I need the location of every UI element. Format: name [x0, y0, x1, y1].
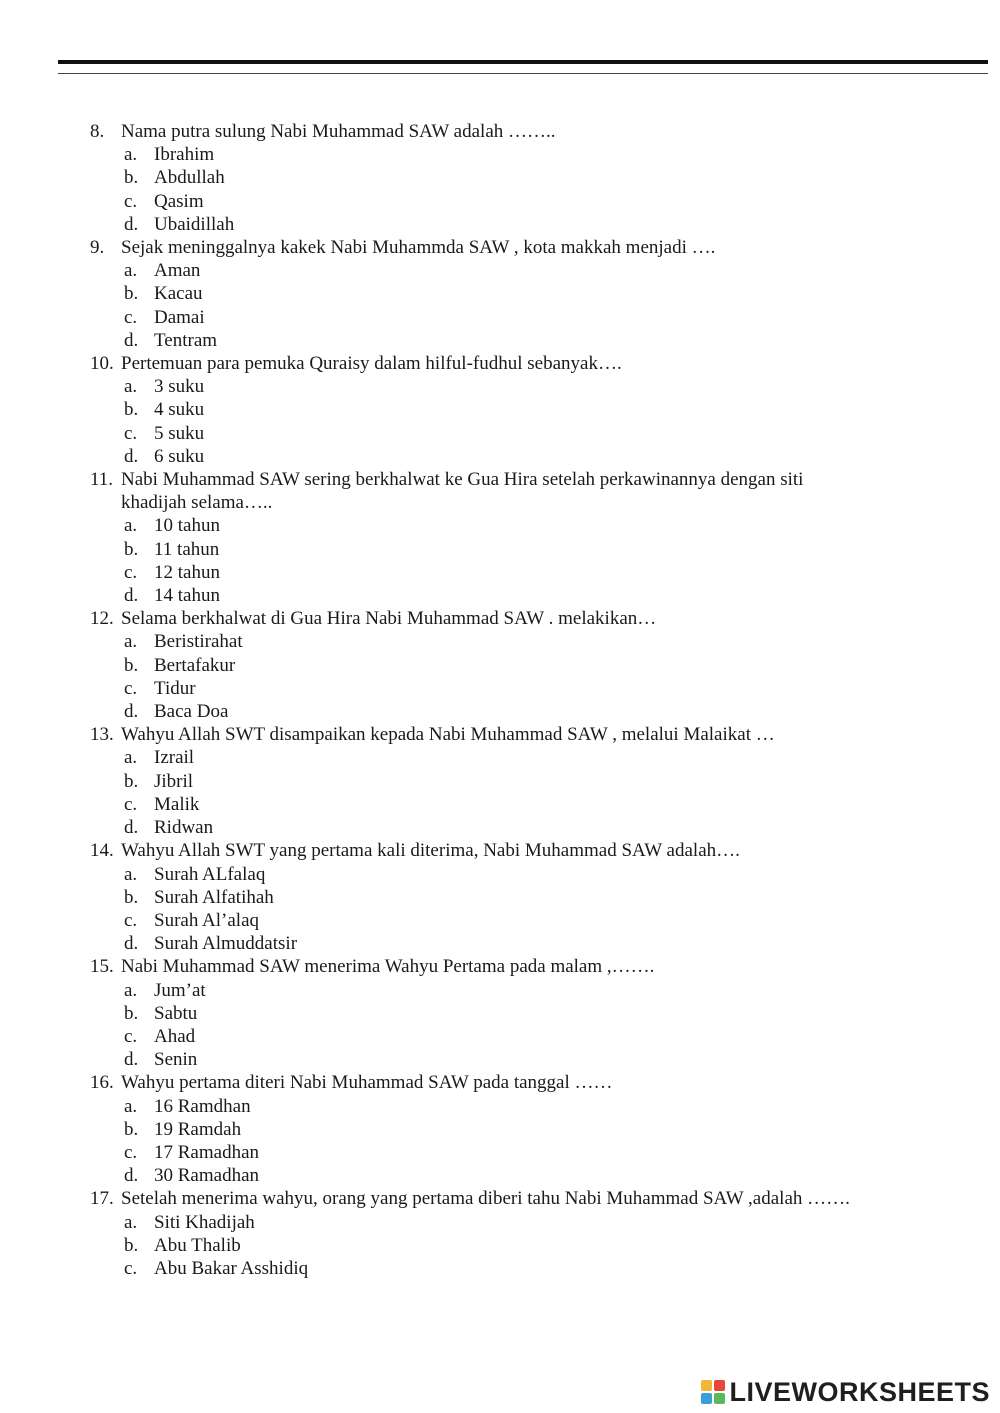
option-letter: a. — [124, 979, 138, 1001]
option-text: Tidur — [154, 677, 196, 699]
option-letter: c. — [124, 1257, 138, 1279]
option-text: 4 suku — [154, 399, 205, 421]
option-text: 30 Ramadhan — [154, 1165, 260, 1187]
question-prompt: Nabi Muhammad SAW sering berkhalwat ke Gua Hira setelah perkawinannya dengan siti — [121, 469, 804, 491]
answer-option[interactable] — [90, 1211, 970, 1234]
answer-option[interactable] — [90, 329, 970, 352]
question-text — [90, 1187, 970, 1210]
option-text: 14 tahun — [154, 585, 220, 607]
question-prompt: Wahyu Allah SWT disampaikan kepada Nabi Muhammad SAW , melalui Malaikat … — [121, 724, 775, 746]
option-letter: d. — [124, 445, 139, 467]
answer-option[interactable] — [90, 584, 970, 607]
answer-option[interactable] — [90, 932, 970, 955]
logo-square — [701, 1380, 712, 1391]
option-text: Baca Doa — [154, 701, 229, 723]
option-text: Aman — [154, 260, 201, 282]
option-letter: c. — [124, 190, 138, 212]
option-text: Ubaidillah — [154, 213, 235, 235]
logo-square — [701, 1393, 712, 1404]
answer-option[interactable] — [90, 863, 970, 886]
option-text: 17 Ramadhan — [154, 1141, 260, 1163]
question-prompt: Selama berkhalwat di Gua Hira Nabi Muhammad SAW . melakikan… — [121, 608, 657, 630]
option-text: Ibrahim — [154, 144, 215, 166]
question-item — [90, 607, 970, 723]
question-prompt: Wahyu pertama diteri Nabi Muhammad SAW pada tanggal …… — [121, 1072, 613, 1094]
option-text: Jum’at — [154, 979, 206, 1001]
answer-option[interactable] — [90, 166, 970, 189]
question-number: 17. — [90, 1188, 114, 1210]
option-text: Kacau — [154, 283, 203, 305]
question-text — [90, 352, 970, 375]
answer-option[interactable] — [90, 909, 970, 932]
answer-option[interactable] — [90, 398, 970, 421]
option-text: 19 Ramdah — [154, 1118, 242, 1140]
answer-option[interactable] — [90, 1234, 970, 1257]
option-text: 11 tahun — [154, 538, 220, 560]
option-letter: c. — [124, 1141, 138, 1163]
option-letter: b. — [124, 399, 139, 421]
question-text — [90, 723, 970, 746]
answer-option[interactable] — [90, 700, 970, 723]
question-item — [90, 839, 970, 955]
question-prompt: Nabi Muhammad SAW menerima Wahyu Pertama pada malam ,……. — [121, 956, 655, 978]
liveworksheets-logo-icon — [701, 1380, 725, 1404]
option-letter: c. — [124, 422, 138, 444]
answer-option[interactable] — [90, 306, 970, 329]
question-text — [90, 468, 970, 491]
question-number: 10. — [90, 353, 114, 375]
question-text — [90, 120, 970, 143]
option-letter: a. — [124, 631, 138, 653]
question-text — [90, 607, 970, 630]
brand-name: LIVEWORKSHEETS — [729, 1376, 990, 1407]
option-text: Beristirahat — [154, 631, 243, 653]
answer-option[interactable] — [90, 190, 970, 213]
option-text: Senin — [154, 1049, 198, 1071]
option-letter: c. — [124, 909, 138, 931]
option-letter: a. — [124, 863, 138, 885]
option-text: Abdullah — [154, 167, 225, 189]
option-text: Surah Al’alaq — [154, 909, 260, 931]
option-letter: b. — [124, 654, 139, 676]
option-text: 5 suku — [154, 422, 205, 444]
answer-option[interactable] — [90, 422, 970, 445]
option-text: 3 suku — [154, 376, 205, 398]
question-number: 15. — [90, 956, 114, 978]
option-text: Jibril — [154, 770, 194, 792]
option-letter: d. — [124, 585, 139, 607]
answer-option[interactable] — [90, 1095, 970, 1118]
answer-option[interactable] — [90, 375, 970, 398]
option-letter: a. — [124, 1095, 138, 1117]
option-letter: d. — [124, 213, 139, 235]
option-letter: c. — [124, 677, 138, 699]
option-letter: c. — [124, 306, 138, 328]
answer-option[interactable] — [90, 1025, 970, 1048]
option-letter: a. — [124, 515, 138, 537]
option-letter: b. — [124, 1002, 139, 1024]
answer-option[interactable] — [90, 654, 970, 677]
question-item — [90, 1071, 970, 1187]
option-text: Ahad — [154, 1025, 196, 1047]
option-text: Surah Almuddatsir — [154, 933, 298, 955]
option-letter: d. — [124, 933, 139, 955]
option-text: Bertafakur — [154, 654, 236, 676]
answer-option[interactable] — [90, 793, 970, 816]
option-letter: d. — [124, 1049, 139, 1071]
header-rule-thin — [58, 73, 988, 74]
header-rule-thick — [58, 60, 988, 64]
question-prompt-continued: khadijah selama….. — [121, 492, 273, 514]
answer-option[interactable] — [90, 514, 970, 537]
answer-option[interactable] — [90, 770, 970, 793]
option-text: Ridwan — [154, 817, 214, 839]
option-text: Damai — [154, 306, 205, 328]
answer-option[interactable] — [90, 1257, 970, 1280]
option-letter: d. — [124, 817, 139, 839]
answer-option[interactable] — [90, 1164, 970, 1187]
option-text: Qasim — [154, 190, 204, 212]
option-letter: a. — [124, 260, 138, 282]
option-letter: d. — [124, 701, 139, 723]
option-letter: c. — [124, 1025, 138, 1047]
question-prompt: Sejak meninggalnya kakek Nabi Muhammda SAW , kota makkah menjadi …. — [121, 237, 716, 259]
answer-option[interactable] — [90, 1118, 970, 1141]
answer-option[interactable] — [90, 561, 970, 584]
answer-option[interactable] — [90, 677, 970, 700]
question-item — [90, 352, 970, 468]
answer-option[interactable] — [90, 630, 970, 653]
question-text — [90, 839, 970, 862]
option-letter: a. — [124, 1211, 138, 1233]
option-text: 10 tahun — [154, 515, 220, 537]
answer-option[interactable] — [90, 213, 970, 236]
answer-option[interactable] — [90, 538, 970, 561]
brand-watermark[interactable] — [701, 1377, 990, 1407]
question-number: 13. — [90, 724, 114, 746]
option-letter: b. — [124, 283, 139, 305]
option-text: 6 suku — [154, 445, 205, 467]
question-text — [90, 1071, 970, 1094]
option-letter: b. — [124, 886, 139, 908]
question-item — [90, 723, 970, 839]
option-text: 12 tahun — [154, 561, 220, 583]
question-number: 16. — [90, 1072, 114, 1094]
option-text: Tentram — [154, 329, 218, 351]
answer-option[interactable] — [90, 746, 970, 769]
question-item — [90, 120, 970, 236]
option-text: Izrail — [154, 747, 195, 769]
logo-square — [714, 1393, 725, 1404]
question-number: 14. — [90, 840, 114, 862]
option-letter: b. — [124, 1118, 139, 1140]
question-text — [90, 236, 970, 259]
question-prompt: Setelah menerima wahyu, orang yang pertama diberi tahu Nabi Muhammad SAW ,adalah ……. — [121, 1188, 850, 1210]
option-letter: b. — [124, 1234, 139, 1256]
answer-option[interactable] — [90, 445, 970, 468]
answer-option[interactable] — [90, 259, 970, 282]
answer-option[interactable] — [90, 282, 970, 305]
answer-option[interactable] — [90, 816, 970, 839]
option-text: Abu Thalib — [154, 1234, 241, 1256]
answer-option[interactable] — [90, 979, 970, 1002]
option-text: Siti Khadijah — [154, 1211, 255, 1233]
question-item — [90, 468, 970, 607]
option-letter: c. — [124, 561, 138, 583]
option-letter: d. — [124, 1165, 139, 1187]
option-text: Surah Alfatihah — [154, 886, 274, 908]
question-text — [90, 955, 970, 978]
answer-option[interactable] — [90, 886, 970, 909]
option-letter: a. — [124, 144, 138, 166]
question-list — [90, 120, 970, 1280]
question-prompt: Pertemuan para pemuka Quraisy dalam hilful-fudhul sebanyak…. — [121, 353, 622, 375]
option-text: 16 Ramdhan — [154, 1095, 251, 1117]
answer-option[interactable] — [90, 1141, 970, 1164]
question-number: 11. — [90, 469, 114, 491]
question-item — [90, 1187, 970, 1280]
option-letter: b. — [124, 167, 139, 189]
option-letter: d. — [124, 329, 139, 351]
question-item — [90, 236, 970, 352]
question-number: 8. — [90, 121, 105, 142]
question-number: 12. — [90, 608, 114, 630]
option-text: Surah ALfalaq — [154, 863, 266, 885]
option-letter: c. — [124, 793, 138, 815]
question-prompt: Wahyu Allah SWT yang pertama kali diterima, Nabi Muhammad SAW adalah…. — [121, 840, 740, 862]
option-text: Abu Bakar Asshidiq — [154, 1257, 309, 1279]
option-letter: b. — [124, 538, 139, 560]
answer-option[interactable] — [90, 1048, 970, 1071]
question-item — [90, 955, 970, 1071]
option-letter: b. — [124, 770, 139, 792]
option-text: Malik — [154, 793, 200, 815]
option-text: Sabtu — [154, 1002, 198, 1024]
answer-option[interactable] — [90, 143, 970, 166]
option-letter: a. — [124, 747, 138, 769]
answer-option[interactable] — [90, 1002, 970, 1025]
question-number: 9. — [90, 237, 105, 259]
question-prompt: Nama putra sulung Nabi Muhammad SAW adalah …….. — [121, 121, 556, 142]
option-letter: a. — [124, 376, 138, 398]
logo-square — [714, 1380, 725, 1391]
